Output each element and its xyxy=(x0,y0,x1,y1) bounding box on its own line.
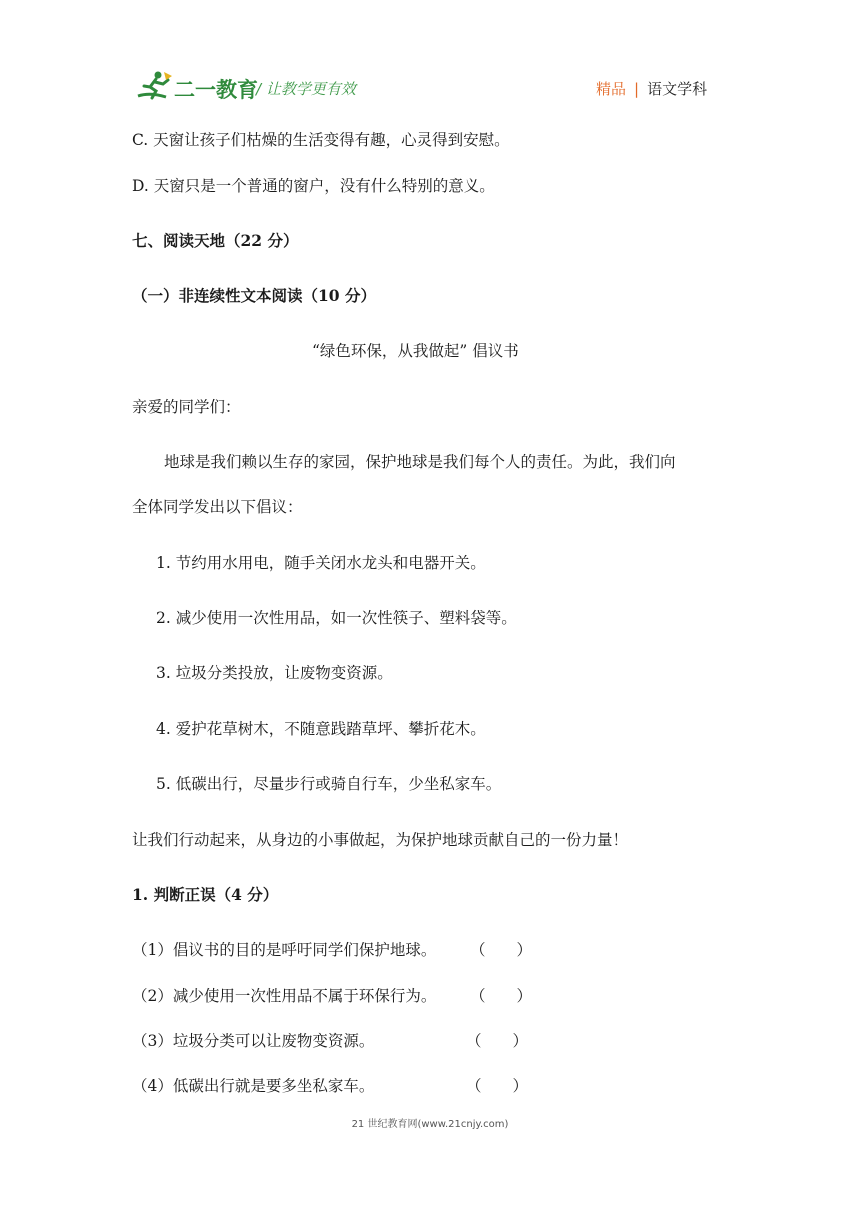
running-man-icon xyxy=(136,70,176,104)
quality-tag: 精品 xyxy=(596,80,627,98)
subject-tag: 语文学科 xyxy=(647,80,708,98)
intro-line-2: 全体同学发出以下倡议： xyxy=(132,498,303,516)
page-footer: 21 世纪教育网(www.21cnjy.com) xyxy=(351,1119,509,1130)
brand-logo xyxy=(136,70,258,104)
salutation: 亲爱的同学们： xyxy=(132,398,241,416)
answer-blank[interactable]: （ ） xyxy=(466,1077,529,1095)
section-title: 七、阅读天地（22 分） xyxy=(132,231,299,250)
option-d: D. 天窗只是一个普通的窗户，没有什么特别的意义。 xyxy=(132,177,495,195)
option-c: C. 天窗让孩子们枯燥的生活变得有趣，心灵得到安慰。 xyxy=(132,131,510,149)
question-title: 1. 判断正误（4 分） xyxy=(132,885,279,904)
document-title: “绿色环保，从我做起” 倡议书 xyxy=(312,342,519,360)
judgment-statement: （2）减少使用一次性用品不属于环保行为。 xyxy=(132,987,437,1005)
answer-blank[interactable]: （ ） xyxy=(466,1032,529,1050)
proposal-item: 4. 爱护花草树木，不随意践踏草坪、攀折花木。 xyxy=(156,720,486,738)
intro-line-1: 地球是我们赖以生存的家园，保护地球是我们每个人的责任。为此，我们向 xyxy=(164,453,676,471)
slogan: / 让教学更有效 xyxy=(256,80,356,98)
proposal-item: 3. 垃圾分类投放，让废物变资源。 xyxy=(156,664,393,682)
judgment-statement: （3）垃圾分类可以让废物变资源。 xyxy=(132,1032,375,1050)
proposal-item: 1. 节约用水用电，随手关闭水龙头和电器开关。 xyxy=(156,554,486,572)
answer-blank[interactable]: （ ） xyxy=(470,941,533,959)
tag-separator: | xyxy=(634,80,640,98)
subsection-title: （一）非连续性文本阅读（10 分） xyxy=(132,286,376,305)
proposal-item: 2. 减少使用一次性用品，如一次性筷子、塑料袋等。 xyxy=(156,609,517,627)
logo-text: 二一教育 xyxy=(174,78,258,102)
header-tags xyxy=(596,78,707,99)
judgment-statement: （1）倡议书的目的是呼吁同学们保护地球。 xyxy=(132,941,437,959)
answer-blank[interactable]: （ ） xyxy=(470,987,533,1005)
judgment-statement: （4）低碳出行就是要多坐私家车。 xyxy=(132,1077,375,1095)
closing-line: 让我们行动起来，从身边的小事做起，为保护地球贡献自己的一份力量！ xyxy=(132,831,629,849)
proposal-item: 5. 低碳出行，尽量步行或骑自行车，少坐私家车。 xyxy=(156,775,502,793)
